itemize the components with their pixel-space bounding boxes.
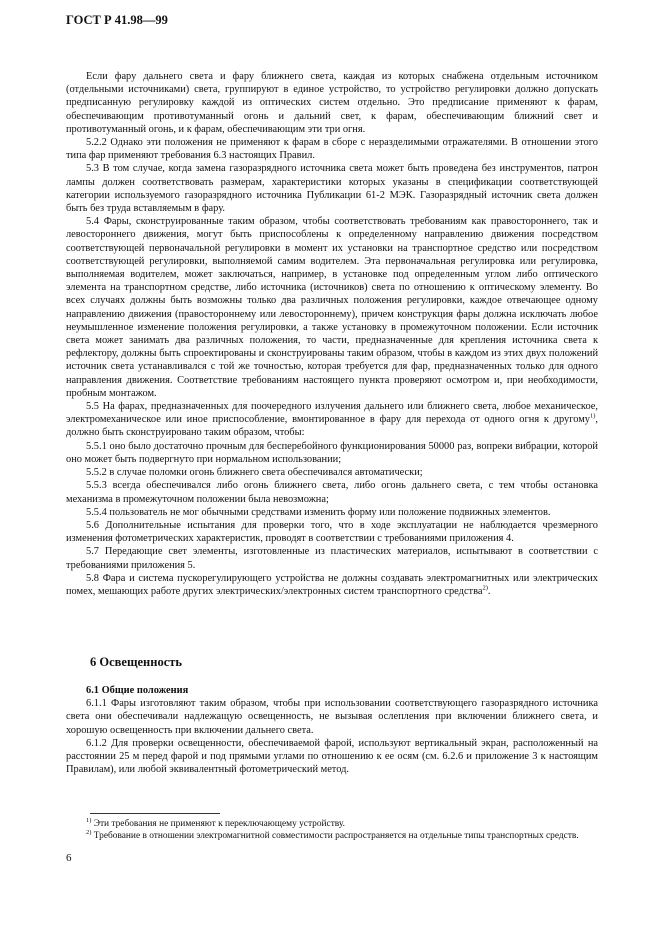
paragraph: 5.5.2 в случае поломки огонь ближнего света обеспечивался автоматически;: [86, 467, 423, 479]
paragraph: 6.1.1 Фары изготовляют таким образом, чтобы при использовании соответствующего газоразрядного источника света они обеспечивали надлежащую освещенность, не вызывая ослепления при включении ближнего света, и хорошую освещенность при включении дальнего света.: [66, 698, 598, 736]
paragraph: 5.3 В том случае, когда замена газоразрядного источника света может быть проведена без инструментов, патрон лампы должен соответствовать размерам, характеристики которых указаны в спецификации соответствующей категории используемого газоразрядного источника Публикации 61-2 МЭК. Газоразрядный источник света должен быть без труда вставляемым в фару.: [66, 163, 598, 215]
paragraph-5-8: [66, 572, 598, 598]
section-6-1: [66, 684, 598, 776]
paragraph: 5.2.2 Однако эти положения не применяют к фарам в сборе с неразделимыми отражателями. В отношении этого типа фар применяют требования 6.3 настоящих Правил.: [66, 137, 598, 162]
subsection-title: 6.1 Общие положения: [86, 685, 189, 696]
paragraph-5-5: [66, 400, 598, 440]
footnote-mark: 1): [86, 816, 92, 824]
footnote: [66, 818, 598, 830]
paragraph: Если фару дальнего света и фару ближнего света, каждая из которых снабжена отдельным источником (отдельными источниками) света, группируют в единое устройство, то устройство регулировки должно допускать предписанную регулировку каждой из оптических систем отдельно. Это предписание применяют к фарам, обеспечивающим противотуманный огонь и дальний свет, к фарам, обеспечивающим ближний свет и противотуманный огонь, и к фарам, обеспечивающим эти три огня.: [66, 71, 598, 135]
footnote-ref: 1): [589, 412, 596, 420]
footnote: [66, 830, 598, 842]
paragraph: 5.5.3 всегда обеспечивался либо огонь ближнего света, либо огонь дальнего света, с тем чтобы остановка механизма в промежуточном положении была невозможна;: [66, 480, 598, 505]
footnotes: [66, 818, 598, 842]
document-header: ГОСТ Р 41.98—99: [66, 13, 168, 27]
paragraph: 6.1.2 Для проверки освещенности, обеспечиваемой фарой, используют вертикальный экран, расположенный на расстоянии 25 м перед фарой и под прямыми углами по отношению к ее осям (см. 6.2.6 и приложение 3 к настоящим Правилам), или любой эквивалентный фотометрический метод.: [66, 737, 598, 776]
paragraph-text: 5.8 Фара и система пускорегулирующего устройства не должны создавать электромагнитных или электрических помех, мешающих работе других электрических/электронных систем транспортного средства: [66, 572, 598, 597]
paragraph-text: 5.5 На фарах, предназначенных для поочередного излучения дальнего или ближнего света, любое механическое, электромеханическое или иное приспособление, вмонтированное в фару для перехода от одного огня к другому: [66, 401, 598, 426]
paragraph: 5.4 Фары, сконструированные таким образом, чтобы соответствовать требованиям как правостороннего, так и левостороннего движения, могут быть приспособлены к определенному направлению движения посредством соответствующей первоначальной регулировки в момент их установки на транспортное средство или посредством соответствующей регулировки, выполняемой самим водителем. Эта первоначальная регулировка или регулировка, выполняемая водителем, может заключаться, например, в установке под определенным углом либо оптического элемента на транспортном средстве, либо источника (источников) света по отношению к оптическому элементу. Во всех случаях должны быть возможны только два различных положения регулировки, каждое отвечающее одному направлению движения (правостороннему или левостороннему), причем конструкция фары должна исключать любое неумышленное изменение положения регулировки, а также установку в промежуточном положении. Если источник света может занимать два различных положения, то части, предназначенные для крепления источника света к рефлектору, должны быть спроектированы и сконструированы таким образом, чтобы в каждом из этих двух положений источник света устанавливался с той же точностью, которая требуется для фар, предназначенных только для одного направления движения. Соответствие требованиям настоящего пункта проверяют осмотром и, при необходимости, пробным монтажом.: [66, 216, 598, 399]
paragraph-text: , должно быть сконструировано таким образом, чтобы:: [66, 414, 598, 439]
footnote-mark: 2): [86, 828, 92, 836]
footnote-text: Эти требования не применяют к переключающему устройству.: [91, 819, 346, 829]
main-text: [66, 70, 598, 598]
paragraph: 5.6 Дополнительные испытания для проверки того, что в ходе эксплуатации не наблюдается чрезмерного изменения фотометрических характеристик, проводят в соответствии с требованиями приложения 4.: [66, 519, 598, 545]
footnote-text: Требование в отношении электромагнитной совместимости распространяется на отдельные типы транспортных средств.: [91, 831, 579, 841]
footnote-divider: [90, 813, 220, 814]
section-heading: 6 Освещенность: [90, 655, 182, 669]
paragraph-text: .: [487, 585, 491, 597]
paragraph: 5.5.4 пользователь не мог обычными средствами изменить форму или положение подвижных элементов.: [86, 506, 551, 518]
page-number: 6: [66, 852, 72, 864]
paragraph: 5.5.1 оно было достаточно прочным для бесперебойного функционирования 50000 раз, вопреки вибрации, которой оно может быть подвергнуто при нормальном использовании;: [66, 440, 598, 465]
footnote-ref: 2): [482, 584, 488, 592]
paragraph: 5.7 Передающие свет элементы, изготовленные из пластических материалов, испытывают в соответствии с требованиями приложения 5.: [66, 546, 598, 571]
